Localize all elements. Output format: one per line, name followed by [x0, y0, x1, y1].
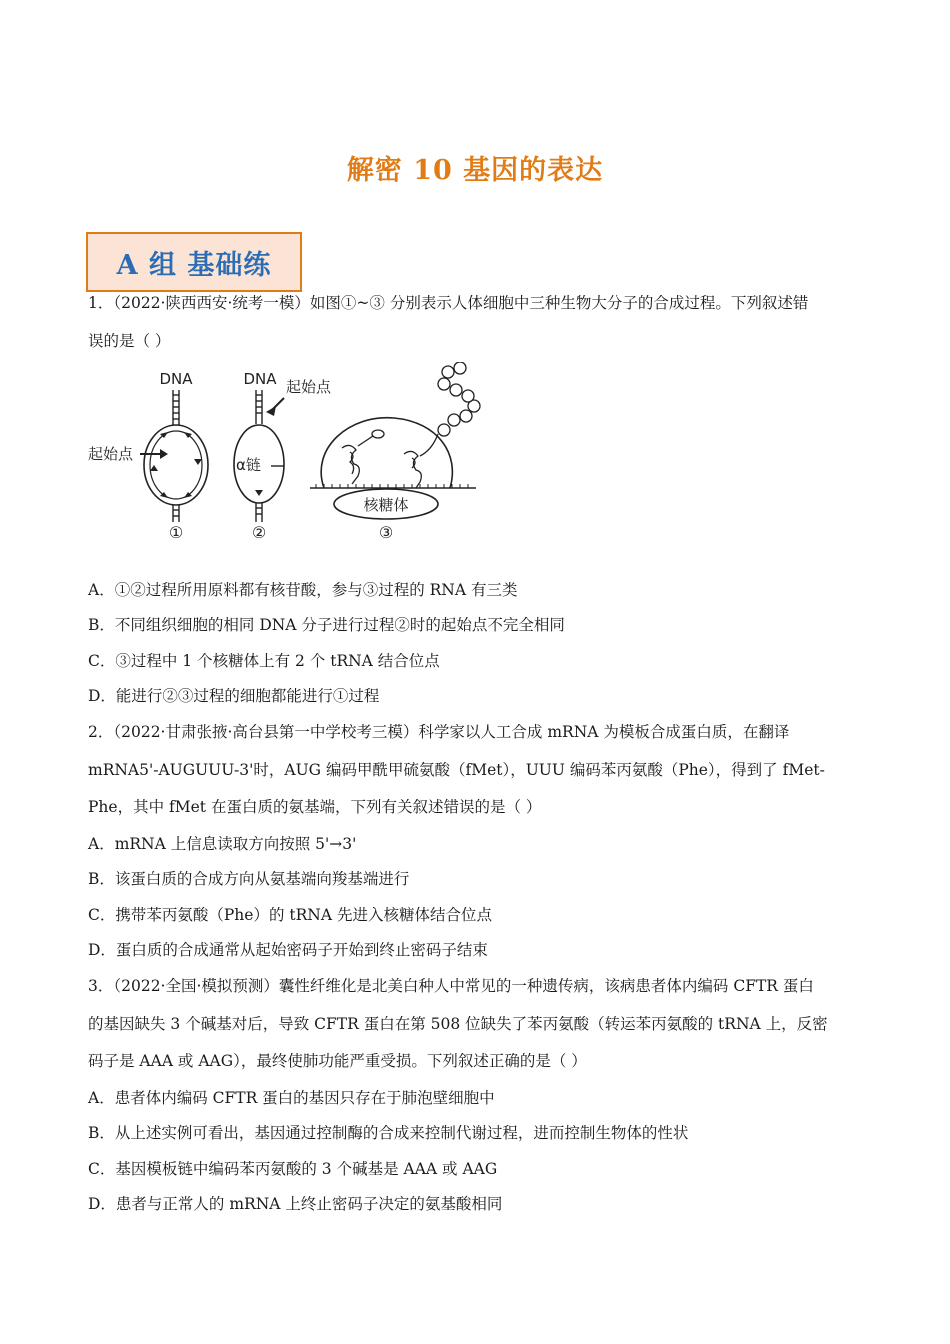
q2-stem-line3: Phe，其中 fMet 在蛋白质的氨基端，下列有关叙述错误的是（ ）: [88, 798, 542, 816]
q3-stem-line1: 3．（2022·全国·模拟预测）囊性纤维化是北美白种人中常见的一种遗传病，该病患者体内编码 CFTR 蛋白: [88, 977, 814, 995]
q3-option-c: C．基因模板链中编码苯丙氨酸的 3 个碱基是 AAA 或 AAG: [88, 1160, 498, 1178]
q1-option-c: C．③过程中 1 个核糖体上有 2 个 tRNA 结合位点: [88, 652, 440, 670]
dna-ladder-top-2: [256, 390, 262, 424]
replication-bubble-outer: [144, 425, 208, 505]
q2-option-a: A．mRNA 上信息读取方向按照 5'→3': [88, 835, 357, 853]
page-title: 解密 10 基因的表达: [346, 155, 604, 186]
start-point-label-right: 起始点: [286, 378, 332, 396]
synthesis-diagram: [88, 362, 488, 548]
q3-stem-line3: 码子是 AAA 或 AAG），最终使肺功能严重受损。下列叙述正确的是（ ）: [88, 1052, 587, 1070]
trna-molecule-left: [342, 430, 384, 484]
dna-ladder-bottom-1: [173, 505, 179, 522]
q2-option-c: C．携带苯丙氨酸（Phe）的 tRNA 先进入核糖体结合位点: [88, 906, 492, 924]
q1-stem-line2: 误的是（ ）: [88, 332, 171, 350]
q3-option-a: A．患者体内编码 CFTR 蛋白的基因只存在于肺泡壁细胞中: [88, 1089, 495, 1107]
q1-option-d: D．能进行②③过程的细胞都能进行①过程: [88, 687, 380, 705]
replication-bubble-inner: [150, 431, 202, 499]
q2-stem-line2: mRNA5'-AUGUUU-3'时，AUG 编码甲酰甲硫氨酸（fMet），UUU 编码苯丙氨酸（Phe），得到了 fMet-: [88, 761, 825, 779]
q2-option-b: B．该蛋白质的合成方向从氨基端向羧基端进行: [88, 870, 410, 888]
transcription-arrow: [255, 490, 263, 496]
q3-option-d: D．患者与正常人的 mRNA 上终止密码子决定的氨基酸相同: [88, 1195, 503, 1213]
replication-direction-arrows: [150, 432, 202, 498]
q1-option-b: B．不同组织细胞的相同 DNA 分子进行过程②时的起始点不完全相同: [88, 616, 565, 634]
q1-figure: [88, 362, 488, 548]
dna-label-1: DNA: [159, 370, 193, 388]
q3-stem-line2: 的基因缺失 3 个碱基对后，导致 CFTR 蛋白在第 508 位缺失了苯丙氨酸（转运苯丙氨酸的 tRNA 上，反密: [88, 1015, 828, 1033]
polypeptide-chain: [438, 362, 480, 436]
start-arrowhead-right: [266, 406, 276, 416]
start-arrowhead-left: [160, 449, 168, 459]
start-point-label-left: 起始点: [88, 445, 134, 463]
process-number-3: ③: [378, 523, 394, 542]
process-number-2: ②: [251, 523, 267, 542]
ribosome-large-subunit: [321, 418, 452, 488]
q1-option-a: A．①②过程所用原料都有核苷酸，参与③过程的 RNA 有三类: [88, 581, 518, 599]
q2-option-d: D．蛋白质的合成通常从起始密码子开始到终止密码子结束: [88, 941, 488, 959]
section-heading: A 组 基础练: [86, 232, 302, 292]
q3-option-b: B．从上述实例可看出，基因通过控制酶的合成来控制代谢过程，进而控制生物体的性状: [88, 1124, 689, 1142]
q1-stem-line1: 1．（2022·陕西西安·统考一模）如图①~③ 分别表示人体细胞中三种生物大分子的合成过程。下列叙述错: [88, 294, 809, 312]
dna-ladder-top-1: [173, 390, 179, 426]
trna-molecule-right: [404, 434, 438, 488]
dna-ladder-bottom-2: [256, 503, 262, 522]
alpha-chain-label: α链: [236, 456, 261, 474]
dna-label-2: DNA: [243, 370, 277, 388]
process-number-1: ①: [168, 523, 184, 542]
ribosome-label: 核糖体: [363, 496, 409, 514]
q2-stem-line1: 2．（2022·甘肃张掖·高台县第一中学校考三模）科学家以人工合成 mRNA 为模板合成蛋白质，在翻译: [88, 723, 790, 741]
